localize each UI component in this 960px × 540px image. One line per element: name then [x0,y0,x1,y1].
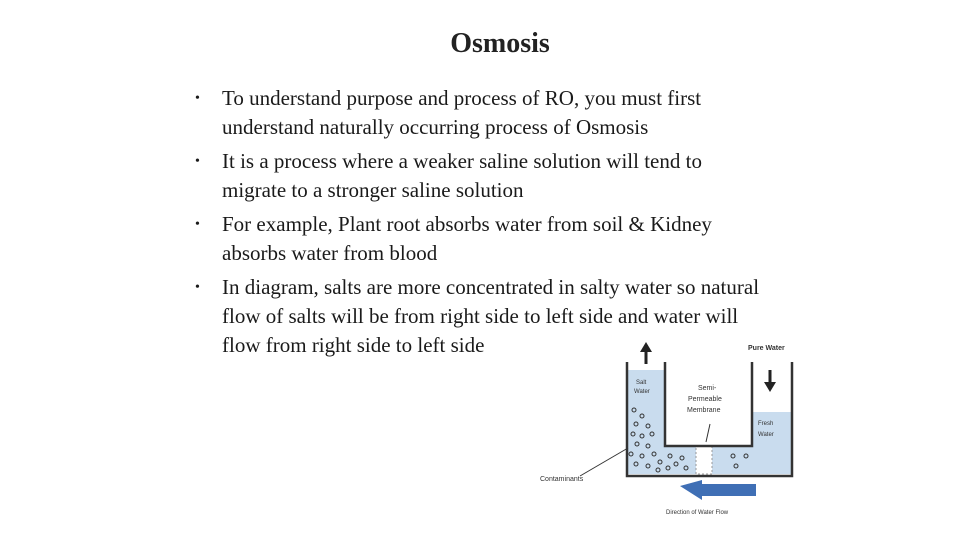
bullet-item [195,147,835,205]
fresh-water-label-1: Fresh [758,421,774,427]
membrane-label-1: Semi- [698,385,717,392]
bullet-line: flow of salts will be from right side to left side and water will [222,304,739,328]
direction-label: Direction of Water Flow [666,510,729,516]
contaminants-pointer [580,448,628,476]
bullet-line: In diagram, salts are more concentrated in salty water so natural [222,275,760,299]
down-arrowhead-icon [764,382,776,392]
membrane-label-3: Membrane [687,407,721,414]
bullet-line: It is a process where a weaker saline solution will tend to [222,149,702,173]
fresh-water-label-2: Water [758,432,774,438]
bullet-dot-icon: • [195,217,200,232]
bullet-dot-icon: • [195,280,200,295]
membrane [696,446,712,474]
water-flow-arrow-icon [680,480,756,500]
pure-water-label: Pure Water [748,345,785,352]
bullet-dot-icon: • [195,91,200,106]
up-arrowhead-icon [640,342,652,352]
bullet-dot-icon: • [195,154,200,169]
bullet-line: migrate to a stronger saline solution [222,178,524,202]
slide-title: Osmosis [450,28,550,59]
bullet-line: flow from right side to left side [222,333,485,357]
bullet-item [195,210,835,268]
membrane-pointer [706,424,710,442]
bullet-item [195,84,835,142]
bullet-list [195,84,835,365]
membrane-label-2: Permeable [688,396,722,403]
bullet-line: absorbs water from blood [222,241,438,265]
salt-water-label-2: Water [634,389,650,395]
bullet-line: To understand purpose and process of RO, you must first [222,86,702,110]
bullet-line: understand naturally occurring process of Osmosis [222,115,649,139]
osmosis-diagram [530,336,830,526]
contaminants-label: Contaminants [540,476,584,483]
salt-water-label-1: Salt [636,380,647,386]
bullet-line: For example, Plant root absorbs water from soil & Kidney [222,212,712,236]
